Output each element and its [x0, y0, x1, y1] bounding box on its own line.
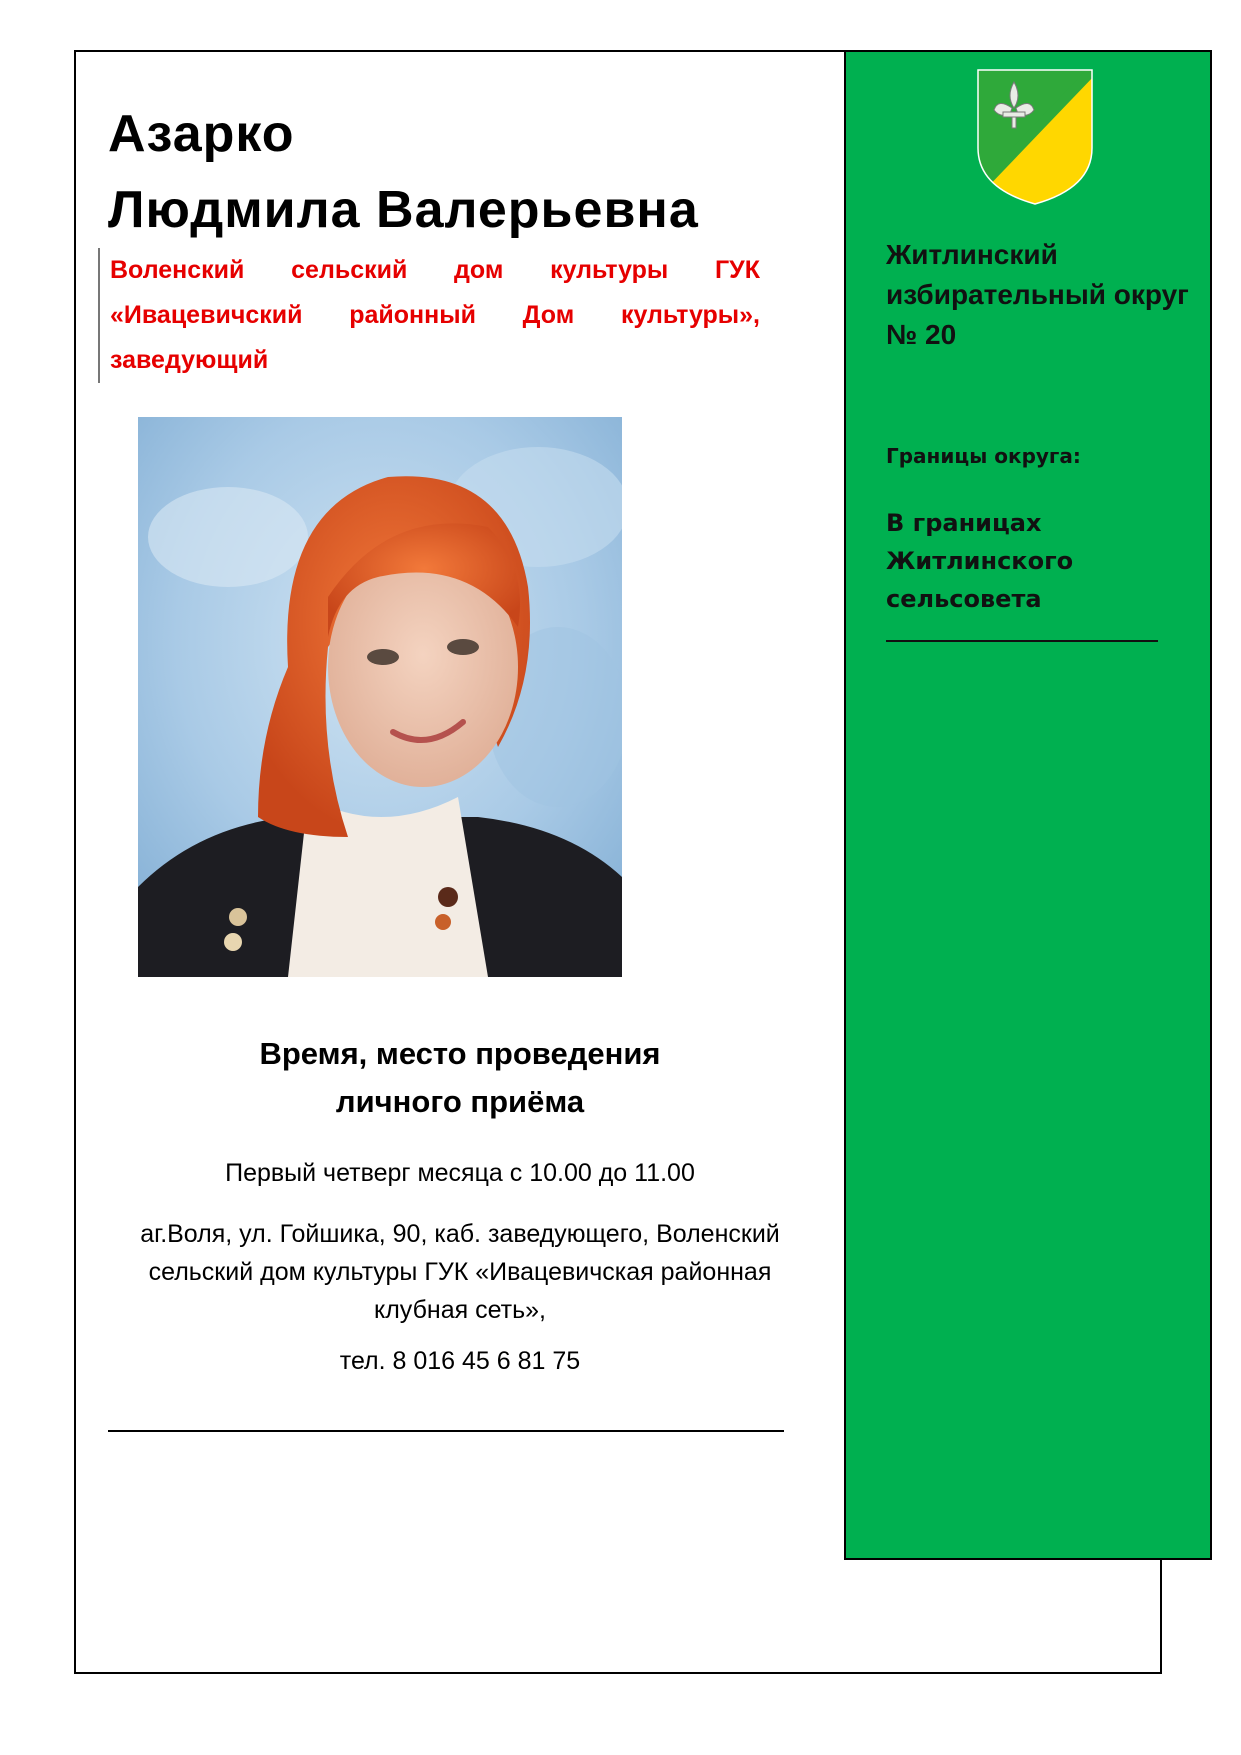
- coat-of-arms-icon: [976, 68, 1094, 206]
- district-name: Житлинский избирательный округ № 20: [886, 239, 1189, 350]
- reception-address: аг.Воля, ул. Гойшика, 90, каб. заведующего, Воленский сельский дом культуры ГУК «Ивацевичская районная клубная сеть»,: [140, 1220, 780, 1324]
- reception-title-line-2: личного приёма: [335, 1084, 585, 1119]
- reception-phone: тел. 8 016 45 6 81 75: [339, 1347, 581, 1375]
- candidate-surname: Азарко: [108, 105, 295, 163]
- district-sidebar: [844, 50, 1212, 1560]
- reception-schedule: Первый четверг месяца с 10.00 до 11.00: [225, 1159, 695, 1187]
- candidate-given-names: Людмила Валерьевна: [108, 181, 699, 239]
- reception-title: [110, 1030, 810, 1126]
- main-divider: [108, 1430, 784, 1432]
- reception-title-line-1: Время, место проведения: [259, 1036, 661, 1071]
- candidate-workplace: Воленский сельский дом культуры ГУК «Ивацевичский районный Дом культуры», заведующий: [98, 248, 760, 383]
- candidate-photo: [138, 417, 622, 977]
- candidate-name: [108, 96, 699, 248]
- district-borders-label: Границы округа:: [886, 444, 1081, 468]
- district-borders-text: В границах Житлинского сельсовета: [886, 509, 1074, 613]
- sidebar-divider: [886, 640, 1158, 642]
